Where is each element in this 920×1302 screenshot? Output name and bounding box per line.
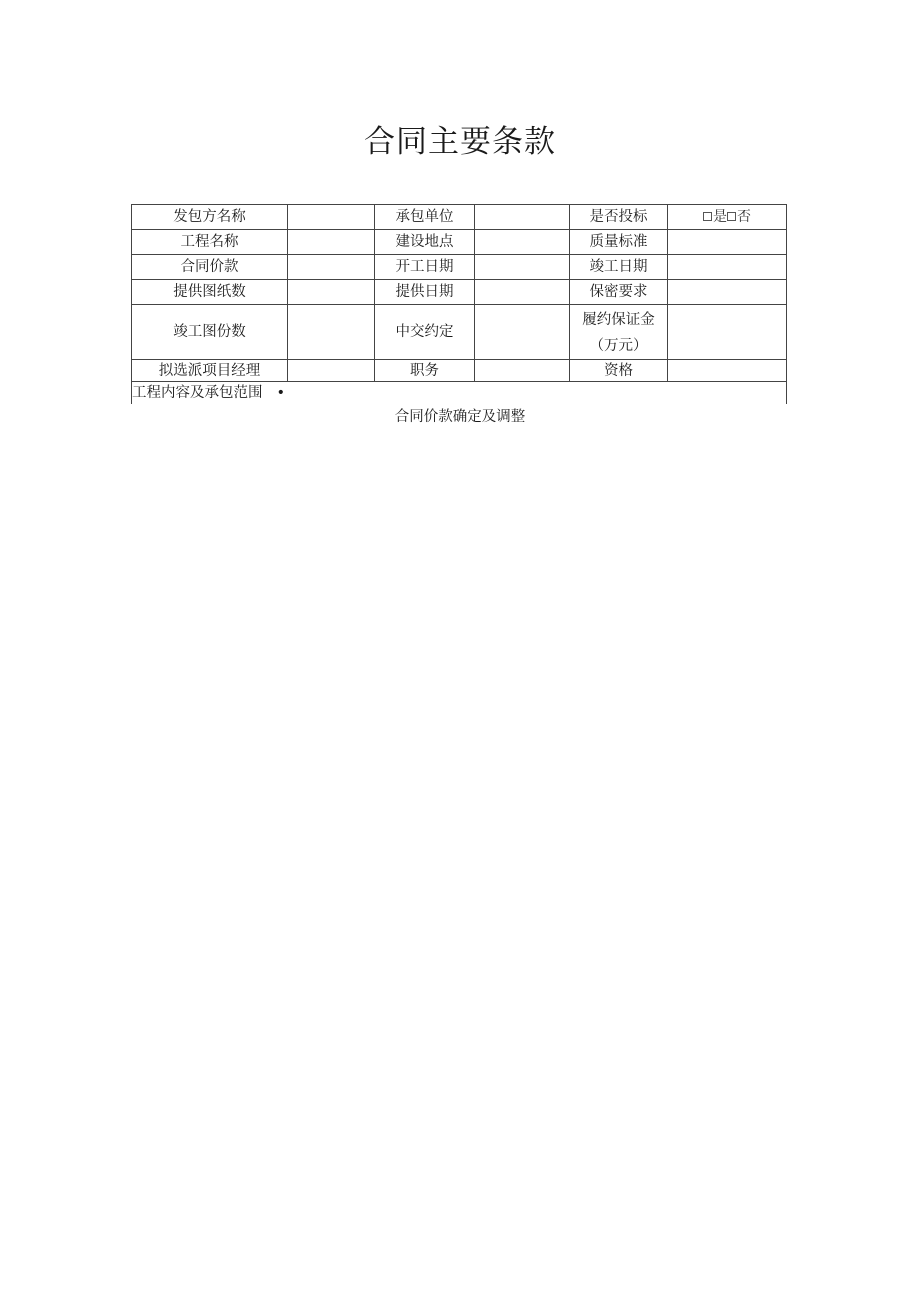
performance-bond-line1: 履约保证金 xyxy=(582,312,655,328)
label-contractor: 承包单位 xyxy=(375,205,475,230)
value-is-tender xyxy=(668,205,787,230)
value-confidentiality[interactable] xyxy=(668,280,787,305)
table-row xyxy=(132,360,787,382)
label-qualification: 资格 xyxy=(570,360,668,382)
label-position: 职务 xyxy=(375,360,475,382)
label-contract-price: 合同价款 xyxy=(132,255,288,280)
label-handover-agreement: 中交约定 xyxy=(375,305,475,360)
label-project-name: 工程名称 xyxy=(132,230,288,255)
value-handover-agreement[interactable] xyxy=(475,305,570,360)
value-asbuilt-copies[interactable] xyxy=(288,305,375,360)
page-title: 合同主要条款 xyxy=(364,124,556,160)
value-provision-date[interactable] xyxy=(475,280,570,305)
no-option-label: 否 xyxy=(737,209,751,225)
value-project-manager[interactable] xyxy=(288,360,375,382)
value-qualification[interactable] xyxy=(668,360,787,382)
performance-bond-line2: （万元） xyxy=(589,338,648,354)
label-asbuilt-copies: 竣工图份数 xyxy=(132,305,288,360)
value-position[interactable] xyxy=(475,360,570,382)
value-site-location[interactable] xyxy=(475,230,570,255)
bullet-icon: • xyxy=(276,384,286,401)
yes-option-label: 是 xyxy=(713,209,727,225)
section-heading: 合同价款确定及调整 xyxy=(394,409,526,425)
value-contract-price[interactable] xyxy=(288,255,375,280)
label-is-tender: 是否投标 xyxy=(570,205,668,230)
no-checkbox[interactable] xyxy=(727,212,736,221)
table-row xyxy=(132,205,787,230)
yes-checkbox[interactable] xyxy=(703,212,712,221)
value-contractor[interactable] xyxy=(475,205,570,230)
label-employer-name: 发包方名称 xyxy=(132,205,288,230)
value-project-name[interactable] xyxy=(288,230,375,255)
value-performance-bond[interactable] xyxy=(668,305,787,360)
value-completion-date[interactable] xyxy=(668,255,787,280)
label-site-location: 建设地点 xyxy=(375,230,475,255)
label-project-manager: 拟选派项目经理 xyxy=(132,360,288,382)
label-confidentiality: 保密要求 xyxy=(570,280,668,305)
table-row xyxy=(132,230,787,255)
table-row xyxy=(132,305,787,360)
label-provision-date: 提供日期 xyxy=(375,280,475,305)
label-quality-standard: 质量标准 xyxy=(570,230,668,255)
value-drawings-count[interactable] xyxy=(288,280,375,305)
contract-terms-table xyxy=(131,204,787,404)
table-row xyxy=(132,255,787,280)
table-row xyxy=(132,280,787,305)
table-row xyxy=(132,382,787,404)
label-start-date: 开工日期 xyxy=(375,255,475,280)
label-completion-date: 竣工日期 xyxy=(570,255,668,280)
value-quality-standard[interactable] xyxy=(668,230,787,255)
label-performance-bond xyxy=(570,305,668,360)
scope-label: 工程内容及承包范围 xyxy=(132,384,263,401)
scope-cell[interactable] xyxy=(132,382,787,404)
value-employer-name[interactable] xyxy=(288,205,375,230)
value-start-date[interactable] xyxy=(475,255,570,280)
label-drawings-count: 提供图纸数 xyxy=(132,280,288,305)
